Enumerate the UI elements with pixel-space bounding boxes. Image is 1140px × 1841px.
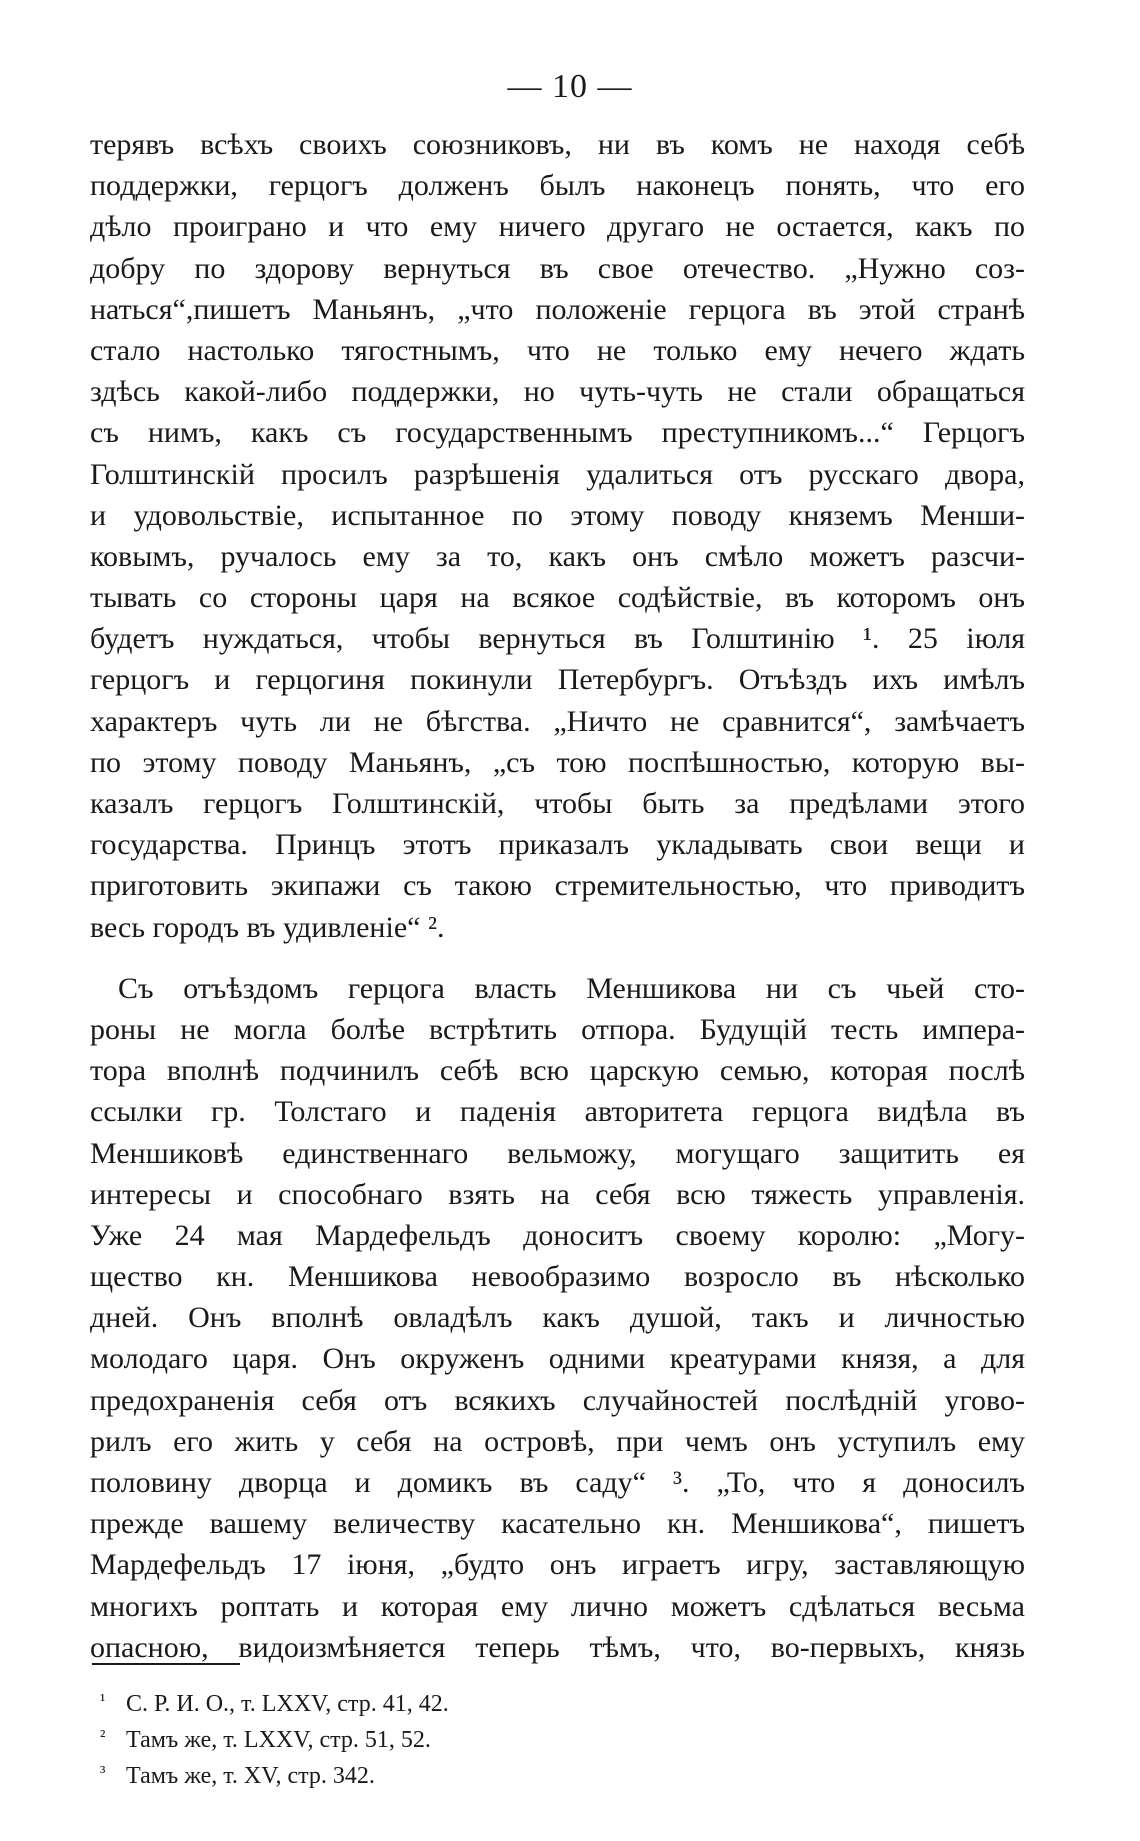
text-line: роны не могла болѣе встрѣтить отпора. Будущій тесть импера- (90, 1012, 1025, 1046)
text-line: Меншиковѣ единственнаго вельможу, могущаго защитить ея (90, 1136, 1025, 1170)
text-line: дѣло проиграно и что ему ничего другаго не остается, какъ по (90, 210, 1025, 244)
text-line: многихъ роптать и которая ему лично можетъ сдѣлаться весьма (90, 1589, 1025, 1623)
text-line: поддержки, герцогъ долженъ былъ наконецъ понять, что его (90, 169, 1025, 203)
text-line: тывать со стороны царя на всякое содѣйствіе, въ которомъ онъ (90, 581, 1025, 615)
text-line: герцогъ и герцогиня покинули Петербургъ. Отъѣздъ ихъ имѣлъ (90, 663, 1025, 697)
text-line: съ нимъ, какъ съ государственнымъ преступникомъ...“ Герцогъ (90, 416, 1025, 450)
footnote-divider (92, 1663, 240, 1665)
paragraph-gap (90, 948, 1025, 968)
text-line: государства. Принцъ этотъ приказалъ укладывать свои вещи и (90, 828, 1025, 862)
text-line: добру по здорову вернуться въ свое отечество. „Нужно соз- (90, 251, 1025, 285)
text-line: щество кн. Меншикова невообразимо возросло въ нѣсколько (90, 1260, 1025, 1294)
footnote-text: С. Р. И. О., т. LXXV, стр. 41, 42. (126, 1691, 449, 1717)
paragraph-1 (90, 124, 1025, 948)
text-line: предохраненія себя отъ всякихъ случайностей послѣдній угово- (90, 1383, 1025, 1417)
text-line: дней. Онъ вполнѣ овладѣлъ какъ душой, такъ и личностью (90, 1301, 1025, 1335)
footnotes (100, 1686, 800, 1794)
text-line: ссылки гр. Толстаго и паденія авторитета герцога видѣла въ (90, 1095, 1025, 1129)
page-number: — 10 — (507, 68, 633, 105)
text-line: Голштинскій просилъ разрѣшенія удалиться отъ русскаго двора, (90, 457, 1025, 491)
text-line: молодаго царя. Онъ окруженъ одними креатурами князя, а для (90, 1342, 1025, 1376)
text-line: казалъ герцогъ Голштинскій, чтобы быть за предѣлами этого (90, 787, 1025, 820)
footnote-mark: ¹ (100, 1690, 106, 1710)
footnote-text: Тамъ же, т. XV, стр. 342. (126, 1763, 375, 1789)
text-line: терявъ всѣхъ своихъ союзниковъ, ни въ комъ не находя себѣ (90, 128, 1025, 161)
text-line: наться“,пишетъ Маньянъ, „что положеніе герцога въ этой странѣ (90, 292, 1025, 326)
footnote-text: Тамъ же, т. LXXV, стр. 51, 52. (126, 1727, 431, 1753)
footnote-2 (100, 1722, 800, 1758)
text-line: опасною, видоизмѣняется теперь тѣмъ, что, во-первыхъ, князь (90, 1630, 1025, 1664)
text-line: характеръ чуть ли не бѣгства. „Ничто не сравнится“, замѣчаетъ (90, 704, 1025, 738)
text-line: будетъ нуждаться, чтобы вернуться въ Голштинію ¹. 25 іюля (90, 622, 1025, 656)
paragraph-2 (90, 968, 1025, 1668)
text-line: тора вполнѣ подчинилъ себѣ всю царскую семью, которая послѣ (90, 1054, 1025, 1088)
text-line: прежде вашему величеству касательно кн. Меншикова“, пишетъ (90, 1507, 1025, 1541)
text-line: здѣсь какой-либо поддержки, но чуть-чуть не стали обращаться (90, 375, 1025, 409)
text-line: ковымъ, ручалось ему за то, какъ онъ смѣло можетъ разсчи- (90, 539, 1025, 573)
text-line: стало настолько тягостнымъ, что не только ему нечего ждать (90, 333, 1025, 367)
text-line: и удовольствіе, испытанное по этому поводу княземъ Менши- (90, 498, 1025, 532)
text-line: половину дворца и домикъ въ саду“ ³. „То, что я доносилъ (90, 1466, 1025, 1499)
text-line: Уже 24 мая Мардефельдъ доноситъ своему королю: „Могу- (90, 1218, 1025, 1252)
text-line: весь городъ въ удивленіе“ ². (90, 910, 445, 944)
footnote-3 (100, 1758, 800, 1794)
text-line: Мардефельдъ 17 іюня, „будто онъ играетъ игру, заставляющую (90, 1548, 1025, 1582)
footnote-mark: ² (100, 1726, 106, 1746)
footnote-1 (100, 1686, 800, 1722)
body-text (90, 124, 1025, 1668)
text-line: приготовить экипажи съ такою стремительностью, что приводитъ (90, 869, 1025, 903)
footnote-mark: ³ (100, 1762, 106, 1782)
text-line: интересы и способнаго взять на себя всю тяжесть управленія. (90, 1177, 1025, 1211)
text-line: Съ отъѣздомъ герцога власть Меншикова ни съ чьей сто- (118, 971, 1025, 1005)
text-line: по этому поводу Маньянъ, „съ тою поспѣшностью, которую вы- (90, 745, 1025, 779)
text-line: рилъ его жить у себя на островѣ, при чемъ онъ уступилъ ему (90, 1424, 1025, 1458)
